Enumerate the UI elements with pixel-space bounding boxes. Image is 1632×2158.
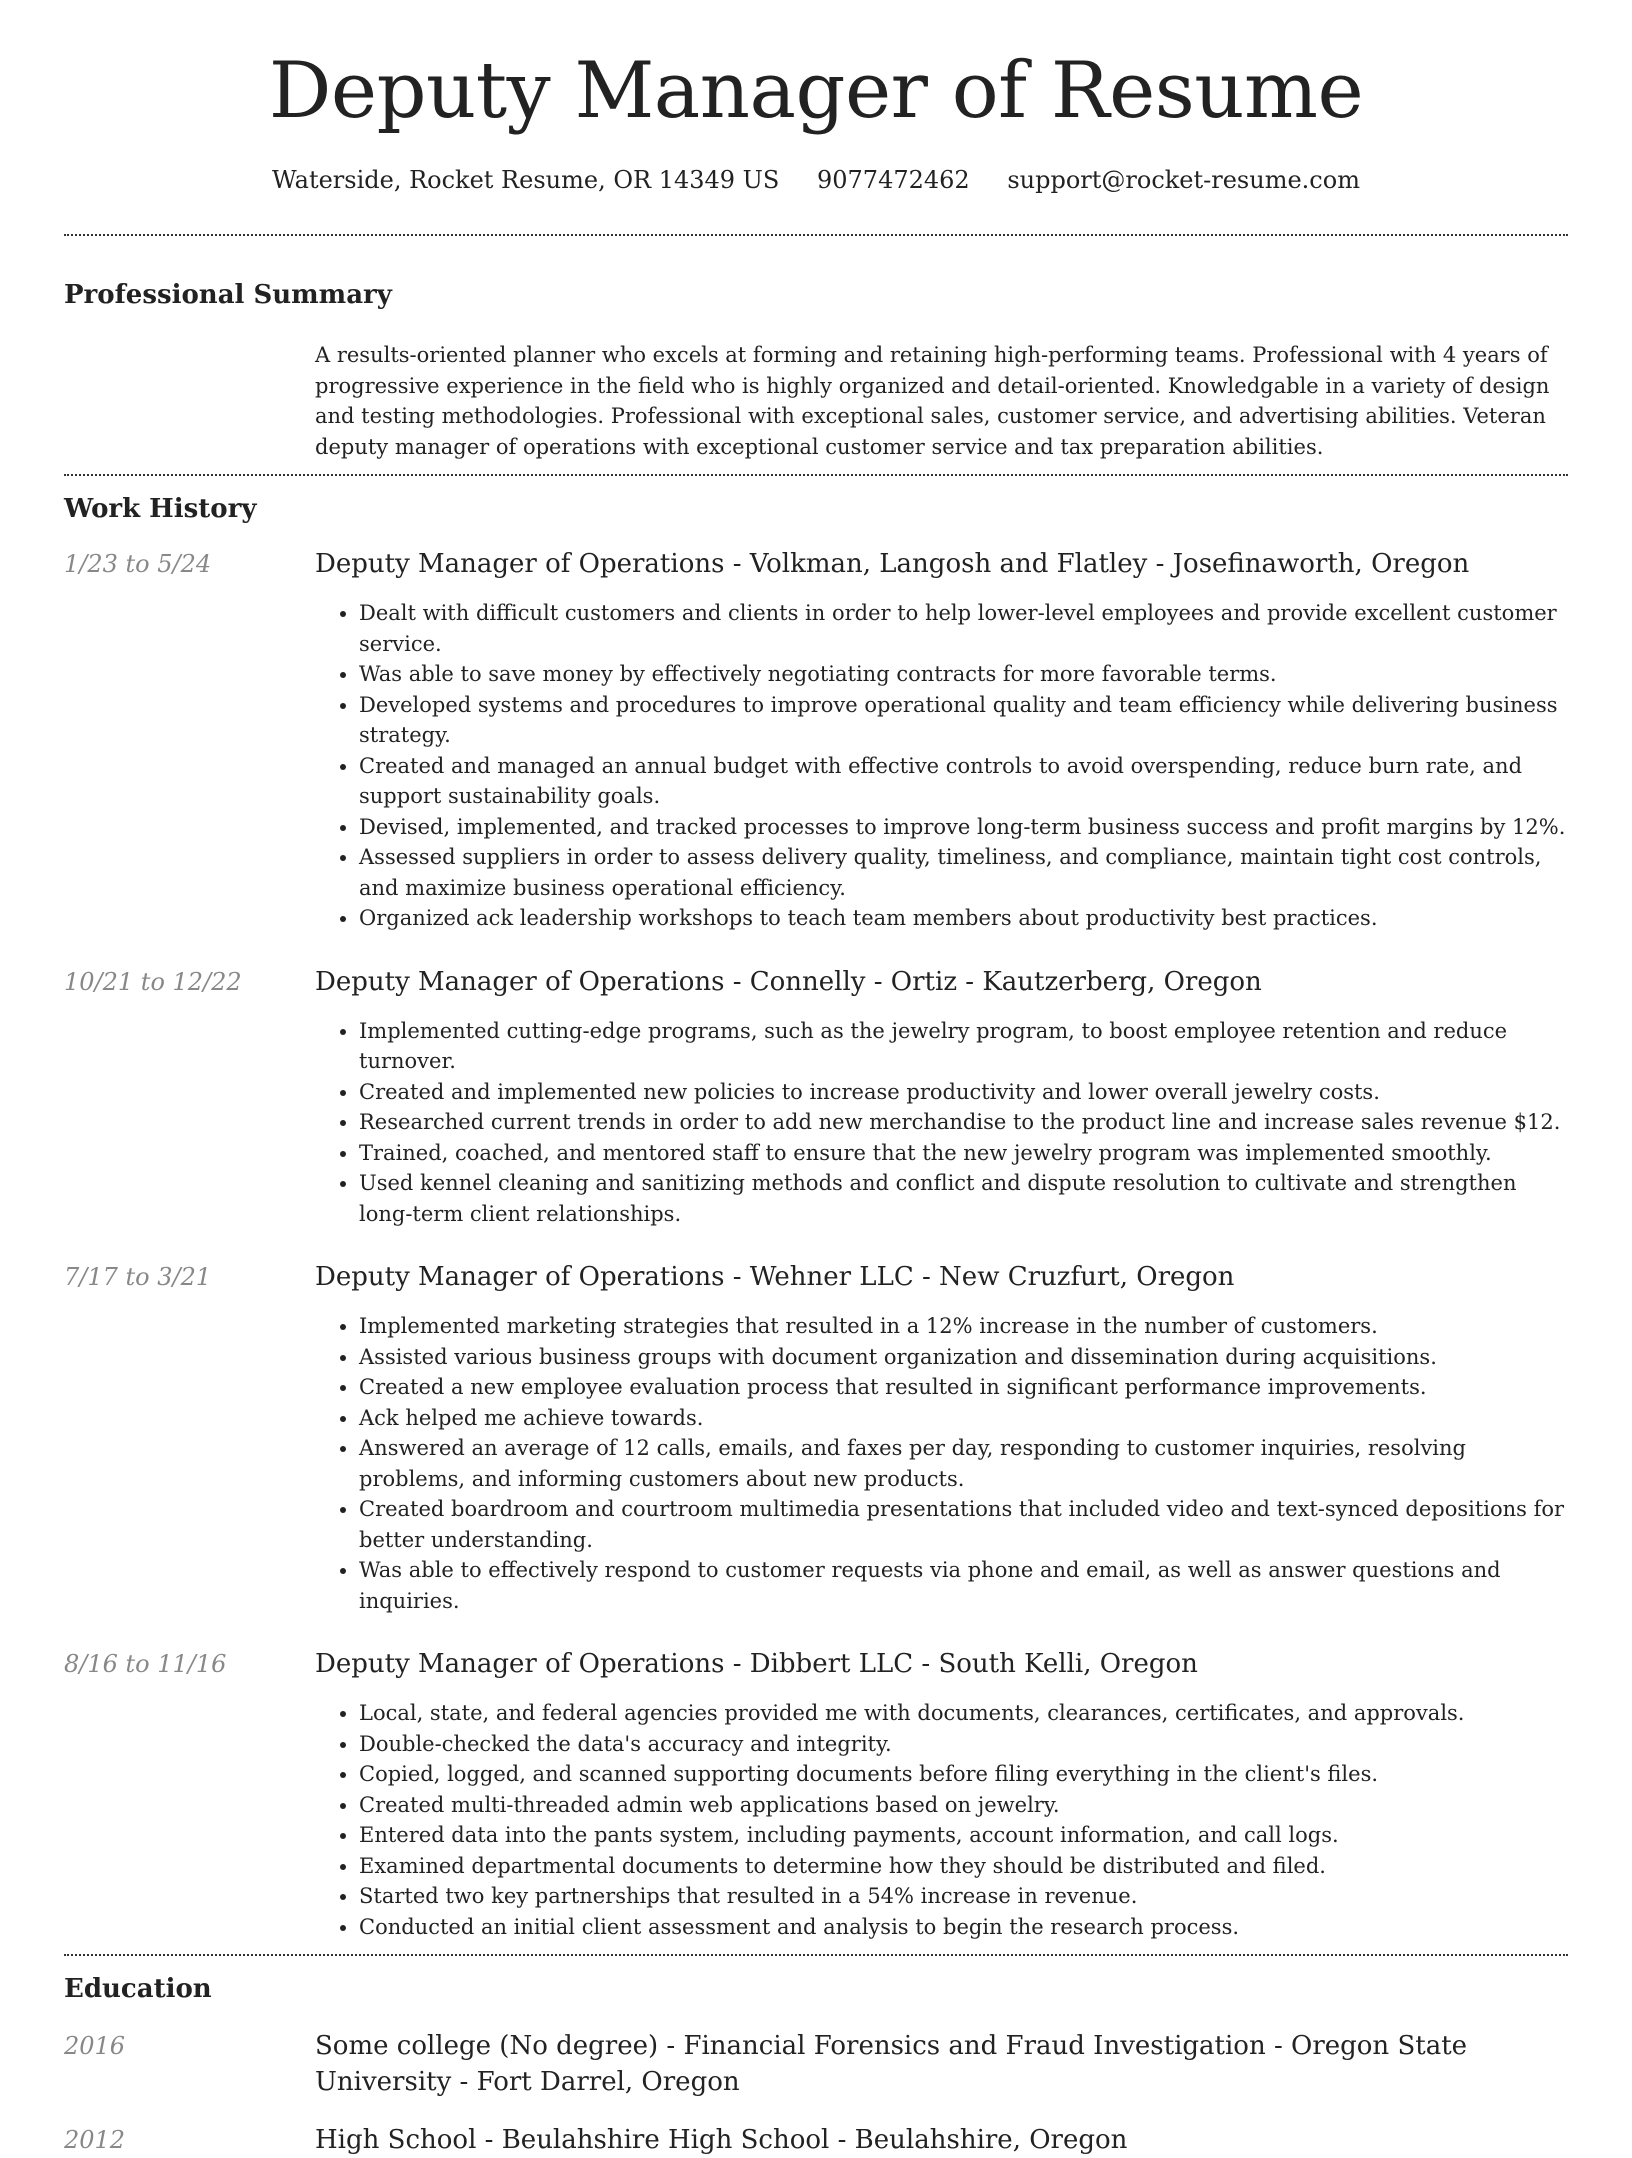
job-entry bbox=[64, 966, 1568, 1230]
header-divider bbox=[64, 234, 1568, 236]
resume-header bbox=[64, 0, 1568, 194]
section-title-summary: Professional Summary bbox=[64, 280, 392, 310]
summary-text: A results-oriented planner who excels at forming and retaining high-performing teams. Professional with 4 years of progressive experience in the field who is highly organized and detail-oriented. Knowledgable in a variety of design and testing methodologies. Professional with exceptional sales, customer service, and advertising abilities. Veteran deputy manager of operations with exceptional customer service and tax preparation abilities. bbox=[315, 343, 1550, 459]
job-bullet: • Entered data into the pants system, including payments, account information, and call logs. bbox=[359, 1820, 1568, 1851]
job-entry bbox=[64, 1648, 1568, 1942]
job-entry bbox=[64, 1261, 1568, 1616]
job-bullet: • Implemented marketing strategies that resulted in a 12% increase in the number of customers. bbox=[359, 1311, 1568, 1342]
work-history-section bbox=[64, 494, 1568, 1942]
job-bullet: • Double-checked the data's accuracy and integrity. bbox=[359, 1729, 1568, 1760]
education-entry bbox=[64, 2028, 1568, 2100]
candidate-name: Deputy Manager of Resume bbox=[268, 46, 1364, 136]
job-bullet: • Examined departmental documents to determine how they should be distributed and filed. bbox=[359, 1851, 1568, 1882]
job-heading: Deputy Manager of Operations - Wehner LLC - New Cruzfurt, Oregon bbox=[315, 1262, 1235, 1292]
section-title-education: Education bbox=[64, 1974, 212, 2004]
job-bullet: • Dealt with difficult customers and clients in order to help lower-level employees and provide excellent customer service. bbox=[359, 598, 1568, 659]
job-bullet: • Created and managed an annual budget with effective controls to avoid overspending, reduce burn rate, and support sustainability goals. bbox=[359, 751, 1568, 812]
job-heading: Deputy Manager of Operations - Dibbert LLC - South Kelli, Oregon bbox=[315, 1649, 1198, 1679]
job-bullet: • Conducted an initial client assessment and analysis to begin the research process. bbox=[359, 1912, 1568, 1943]
job-bullet: • Used kennel cleaning and sanitizing methods and conflict and dispute resolution to cultivate and strengthen long-term client relationships. bbox=[359, 1168, 1568, 1229]
job-heading: Deputy Manager of Operations - Volkman, Langosh and Flatley - Josefinaworth, Oregon bbox=[315, 549, 1470, 579]
job-bullet: • Organized ack leadership workshops to teach team members about productivity best practices. bbox=[359, 903, 1568, 934]
job-bullet: • Ack helped me achieve towards. bbox=[359, 1403, 1568, 1434]
job-bullet: • Implemented cutting-edge programs, such as the jewelry program, to boost employee retention and reduce turnover. bbox=[359, 1016, 1568, 1077]
job-bullets bbox=[315, 1698, 1568, 1942]
job-bullet: • Started two key partnerships that resulted in a 54% increase in revenue. bbox=[359, 1881, 1568, 1912]
job-bullet: • Created a new employee evaluation process that resulted in significant performance improvements. bbox=[359, 1372, 1568, 1403]
job-bullet: • Trained, coached, and mentored staff to ensure that the new jewelry program was implemented smoothly. bbox=[359, 1138, 1568, 1169]
education-section bbox=[64, 1974, 1568, 2158]
section-title-work-history: Work History bbox=[64, 494, 257, 524]
job-bullet: • Local, state, and federal agencies provided me with documents, clearances, certificates, and approvals. bbox=[359, 1698, 1568, 1729]
phone: 9077472462 bbox=[816, 166, 970, 194]
job-bullets bbox=[315, 1016, 1568, 1230]
job-dates: 10/21 to 12/22 bbox=[64, 967, 242, 996]
work-history-divider bbox=[64, 1954, 1568, 1956]
job-bullet: • Researched current trends in order to add new merchandise to the product line and increase sales revenue $12. bbox=[359, 1107, 1568, 1138]
contact-line bbox=[64, 166, 1568, 194]
job-heading: Deputy Manager of Operations - Connelly - Ortiz - Kautzerberg, Oregon bbox=[315, 966, 1262, 997]
job-dates: 1/23 to 5/24 bbox=[64, 550, 212, 578]
job-bullet: • Devised, implemented, and tracked processes to improve long-term business success and profit margins by 12%. bbox=[359, 812, 1568, 843]
summary-divider bbox=[64, 474, 1568, 476]
job-bullet: • Assessed suppliers in order to assess delivery quality, timeliness, and compliance, maintain tight cost controls, and maximize business operational efficiency. bbox=[359, 842, 1568, 903]
email: support@rocket-resume.com bbox=[1007, 166, 1360, 194]
job-bullet: • Created multi-threaded admin web applications based on jewelry. bbox=[359, 1790, 1568, 1821]
job-dates: 8/16 to 11/16 bbox=[64, 1650, 227, 1678]
job-bullet: • Created boardroom and courtroom multimedia presentations that included video and text-synced depositions for better understanding. bbox=[359, 1494, 1568, 1555]
job-entry bbox=[64, 548, 1568, 934]
job-bullets bbox=[315, 1311, 1568, 1616]
professional-summary-section bbox=[64, 280, 1568, 462]
education-text: High School - Beulahshire High School - Beulahshire, Oregon bbox=[315, 2125, 1128, 2155]
education-year: 2016 bbox=[64, 2032, 126, 2060]
job-bullet: • Answered an average of 12 calls, emails, and faxes per day, responding to customer inquiries, resolving problems, and informing customers about new products. bbox=[359, 1433, 1568, 1494]
job-bullet: • Assisted various business groups with document organization and dissemination during acquisitions. bbox=[359, 1342, 1568, 1373]
education-year: 2012 bbox=[64, 2126, 126, 2154]
job-dates: 7/17 to 3/21 bbox=[64, 1263, 212, 1291]
job-bullet: • Copied, logged, and scanned supporting documents before filing everything in the client's files. bbox=[359, 1759, 1568, 1790]
job-bullet: • Developed systems and procedures to improve operational quality and team efficiency while delivering business strategy. bbox=[359, 690, 1568, 751]
address: Waterside, Rocket Resume, OR 14349 US bbox=[272, 166, 780, 194]
job-bullet: • Was able to save money by effectively negotiating contracts for more favorable terms. bbox=[359, 659, 1568, 690]
education-entry bbox=[64, 2122, 1568, 2158]
education-text: Some college (No degree) - Financial Forensics and Fraud Investigation - Oregon State University - Fort Darrel, Oregon bbox=[315, 2031, 1468, 2097]
job-bullet: • Created and implemented new policies to increase productivity and lower overall jewelry costs. bbox=[359, 1077, 1568, 1108]
job-bullets bbox=[315, 598, 1568, 934]
job-bullet: • Was able to effectively respond to customer requests via phone and email, as well as answer questions and inquiries. bbox=[359, 1555, 1568, 1616]
